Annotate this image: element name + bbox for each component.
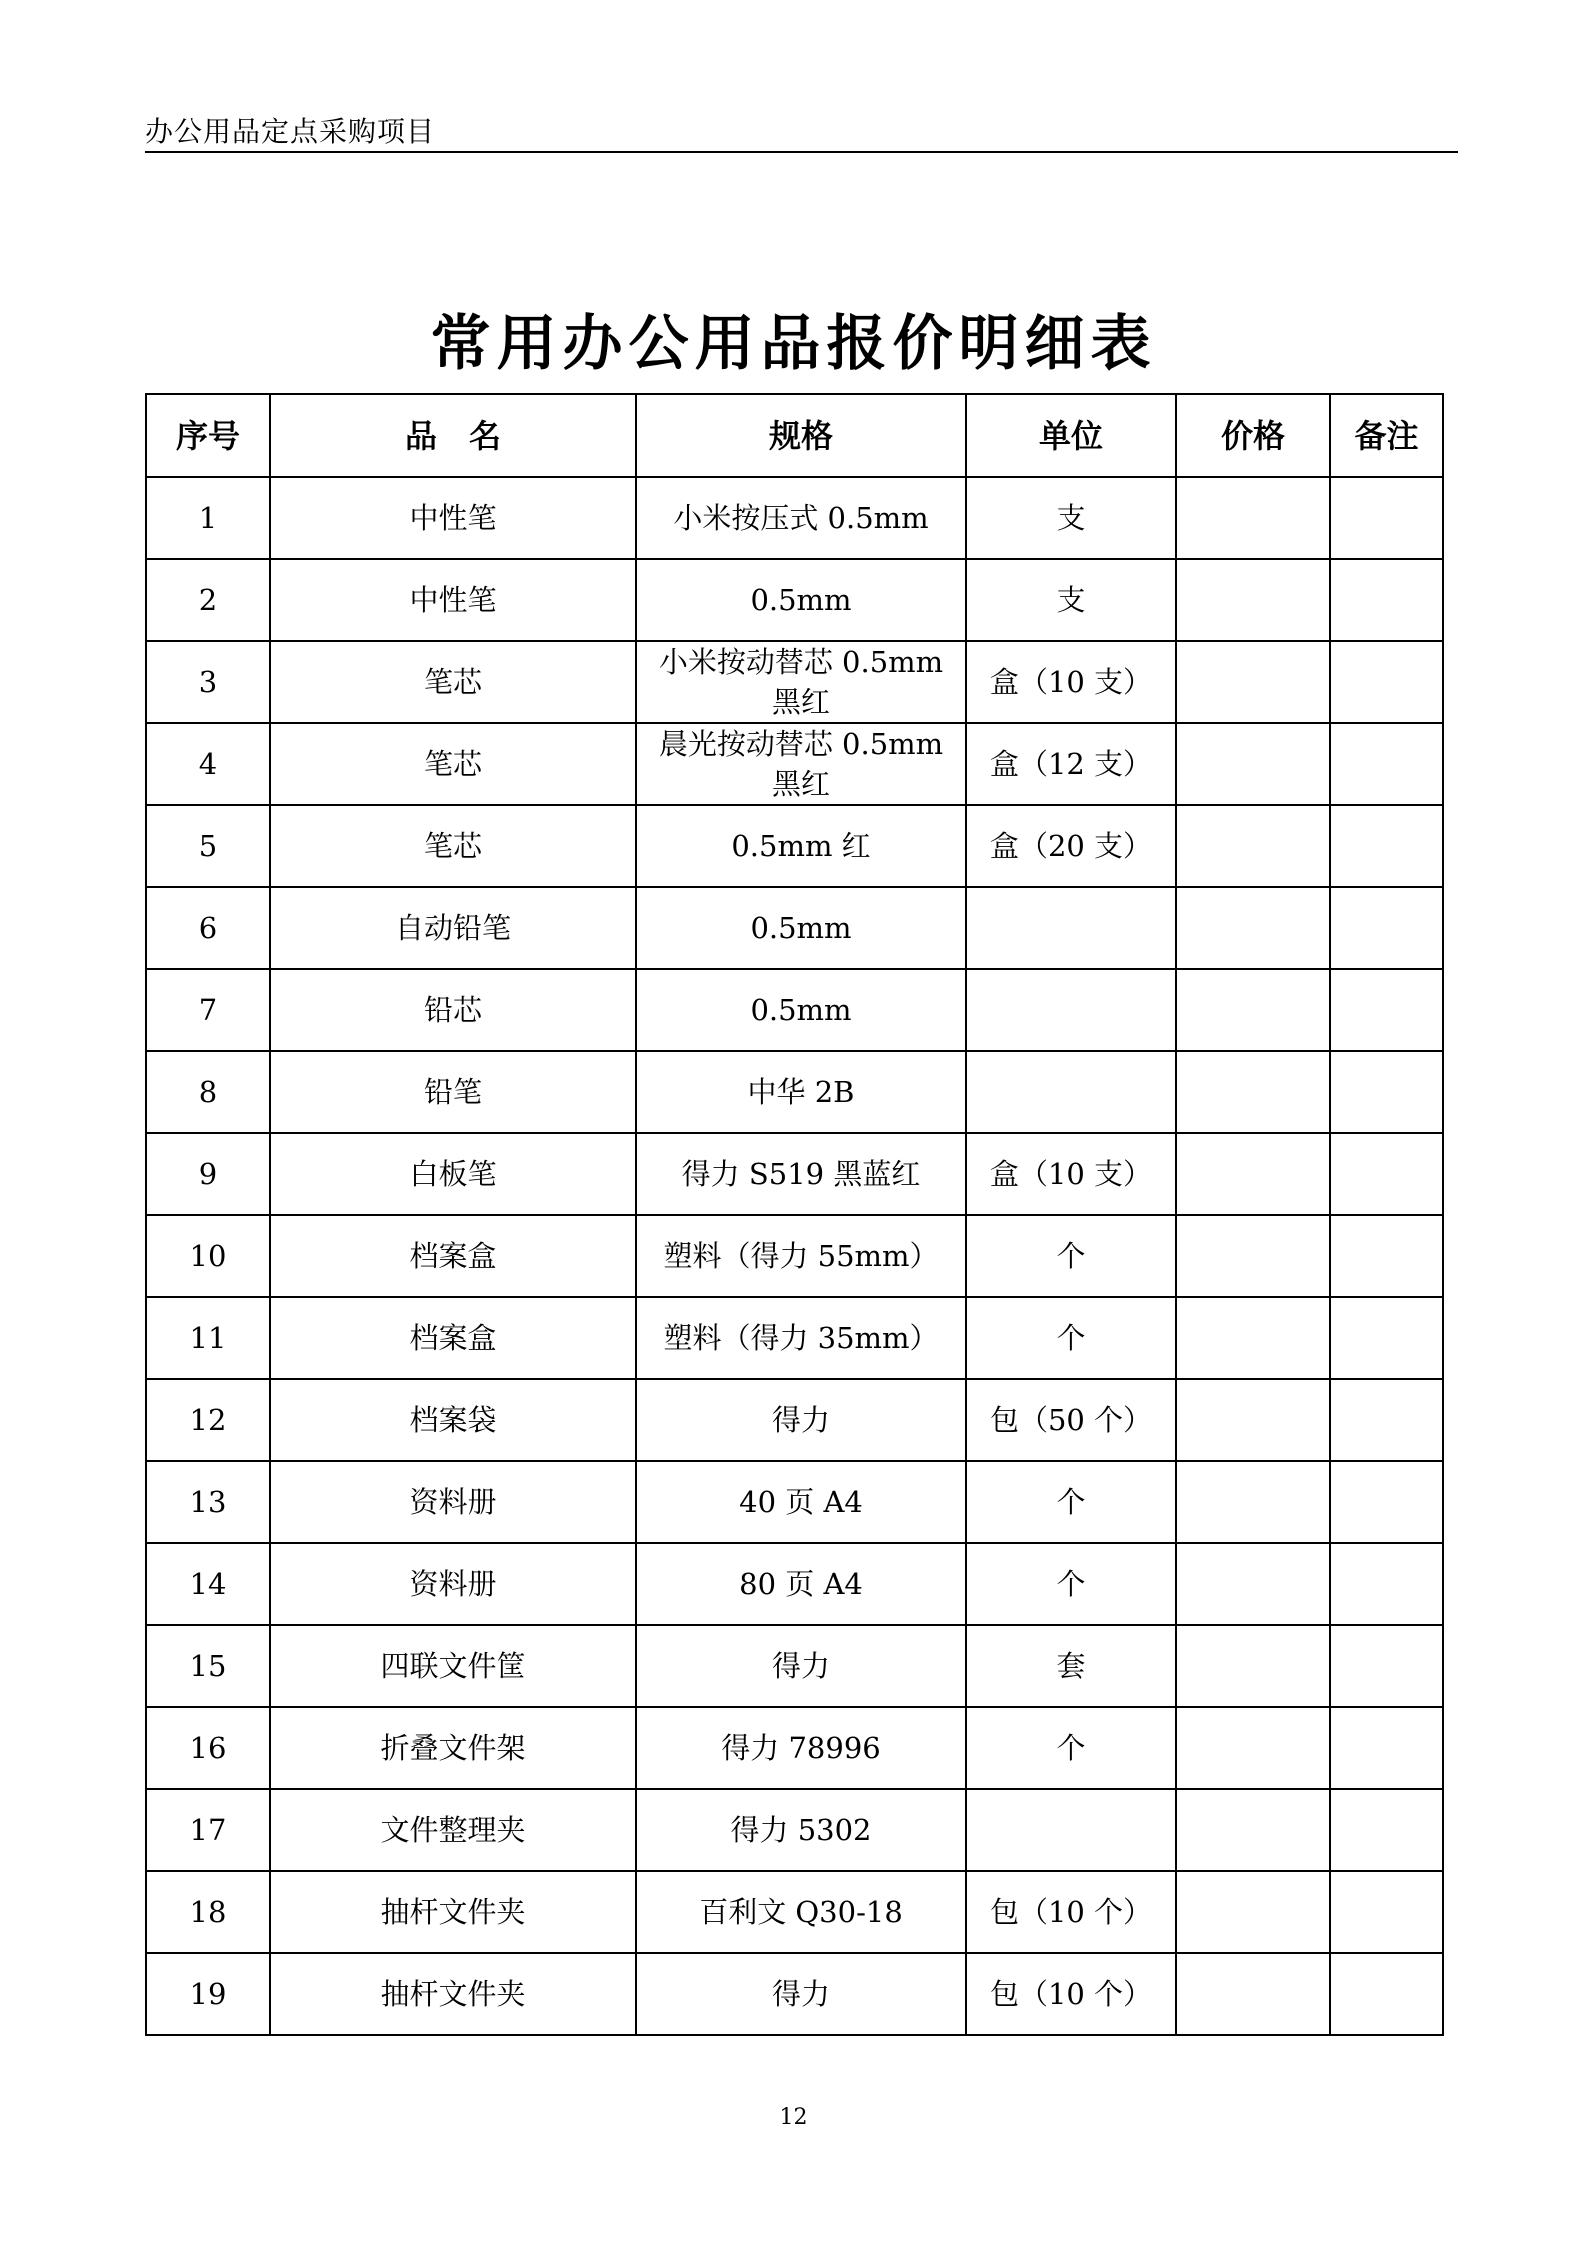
cell-name: 笔芯 [270,805,636,887]
table-row [146,1297,1443,1379]
cell-note [1330,1789,1443,1871]
cell-note [1330,1953,1443,2035]
table-row [146,1133,1443,1215]
cell-unit: 盒（20 支） [966,805,1176,887]
cell-name: 中性笔 [270,559,636,641]
cell-unit: 个 [966,1543,1176,1625]
table-row [146,1379,1443,1461]
page-number: 12 [779,2105,808,2130]
cell-spec: 塑料（得力 35mm） [636,1297,966,1379]
cell-index: 19 [146,1953,270,2035]
cell-note [1330,1871,1443,1953]
cell-unit [966,887,1176,969]
cell-unit: 个 [966,1461,1176,1543]
cell-note [1330,1133,1443,1215]
table-row [146,1215,1443,1297]
cell-spec: 百利文 Q30-18 [636,1871,966,1953]
table-row [146,887,1443,969]
cell-price [1176,1953,1330,2035]
cell-price [1176,1215,1330,1297]
cell-spec: 0.5mm 红 [636,805,966,887]
cell-unit: 盒（12 支） [966,723,1176,805]
cell-name: 铅笔 [270,1051,636,1133]
cell-note [1330,887,1443,969]
cell-price [1176,1625,1330,1707]
cell-index: 11 [146,1297,270,1379]
cell-index: 1 [146,477,270,559]
cell-spec: 得力 [636,1953,966,2035]
cell-price [1176,1297,1330,1379]
cell-index: 12 [146,1379,270,1461]
cell-spec: 塑料（得力 55mm） [636,1215,966,1297]
cell-name: 笔芯 [270,723,636,805]
cell-spec: 得力 [636,1625,966,1707]
cell-spec: 0.5mm [636,559,966,641]
table-row [146,641,1443,723]
cell-note [1330,969,1443,1051]
cell-price [1176,559,1330,641]
cell-price [1176,641,1330,723]
cell-name: 四联文件筐 [270,1625,636,1707]
cell-index: 18 [146,1871,270,1953]
cell-name: 档案盒 [270,1215,636,1297]
cell-unit: 个 [966,1215,1176,1297]
cell-index: 15 [146,1625,270,1707]
cell-unit: 支 [966,559,1176,641]
column-header-name: 品 名 [270,394,636,477]
cell-name: 自动铅笔 [270,887,636,969]
cell-spec: 小米按压式 0.5mm [636,477,966,559]
cell-index: 7 [146,969,270,1051]
cell-price [1176,1051,1330,1133]
cell-note [1330,1707,1443,1789]
table-body [146,477,1443,2035]
cell-price [1176,1871,1330,1953]
column-header-unit: 单位 [966,394,1176,477]
cell-index: 13 [146,1461,270,1543]
cell-note [1330,805,1443,887]
table-header-row [146,394,1443,477]
cell-spec: 0.5mm [636,969,966,1051]
cell-note [1330,1051,1443,1133]
table-row [146,559,1443,641]
column-header-index: 序号 [146,394,270,477]
cell-note [1330,1625,1443,1707]
column-header-note: 备注 [1330,394,1443,477]
table-row [146,1543,1443,1625]
cell-spec: 40 页 A4 [636,1461,966,1543]
column-header-spec: 规格 [636,394,966,477]
cell-unit [966,969,1176,1051]
cell-spec: 得力 [636,1379,966,1461]
cell-spec: 得力 5302 [636,1789,966,1871]
cell-index: 10 [146,1215,270,1297]
table-row [146,1625,1443,1707]
cell-price [1176,969,1330,1051]
cell-unit [966,1051,1176,1133]
page-title: 常用办公用品报价明细表 [430,309,1157,379]
table-row [146,1707,1443,1789]
table-row [146,805,1443,887]
quote-table [145,393,1444,2036]
cell-price [1176,1461,1330,1543]
cell-price [1176,1789,1330,1871]
table-row [146,969,1443,1051]
cell-index: 9 [146,1133,270,1215]
cell-note [1330,723,1443,805]
cell-name: 白板笔 [270,1133,636,1215]
cell-spec: 0.5mm [636,887,966,969]
cell-price [1176,887,1330,969]
table-row [146,1051,1443,1133]
table-row [146,1871,1443,1953]
cell-note [1330,1215,1443,1297]
cell-index: 5 [146,805,270,887]
table-row [146,1461,1443,1543]
cell-name: 档案袋 [270,1379,636,1461]
cell-unit: 盒（10 支） [966,641,1176,723]
cell-price [1176,723,1330,805]
cell-unit: 包（10 个） [966,1871,1176,1953]
cell-note [1330,1461,1443,1543]
cell-name: 笔芯 [270,641,636,723]
cell-index: 3 [146,641,270,723]
cell-index: 17 [146,1789,270,1871]
cell-spec: 中华 2B [636,1051,966,1133]
cell-spec: 晨光按动替芯 0.5mm 黑红 [636,723,966,805]
cell-name: 铅芯 [270,969,636,1051]
cell-price [1176,1707,1330,1789]
cell-price [1176,805,1330,887]
cell-unit: 包（50 个） [966,1379,1176,1461]
cell-note [1330,1297,1443,1379]
cell-unit [966,1789,1176,1871]
table-row [146,1953,1443,2035]
cell-spec: 得力 S519 黑蓝红 [636,1133,966,1215]
cell-note [1330,641,1443,723]
column-header-price: 价格 [1176,394,1330,477]
cell-name: 抽杆文件夹 [270,1871,636,1953]
header-divider [145,151,1458,153]
cell-price [1176,1133,1330,1215]
cell-name: 折叠文件架 [270,1707,636,1789]
cell-unit: 套 [966,1625,1176,1707]
running-header: 办公用品定点采购项目 [145,115,436,148]
cell-unit: 盒（10 支） [966,1133,1176,1215]
cell-name: 资料册 [270,1543,636,1625]
cell-index: 6 [146,887,270,969]
cell-price [1176,1543,1330,1625]
cell-spec: 得力 78996 [636,1707,966,1789]
cell-name: 资料册 [270,1461,636,1543]
cell-unit: 支 [966,477,1176,559]
cell-price [1176,1379,1330,1461]
cell-note [1330,1379,1443,1461]
cell-note [1330,477,1443,559]
cell-price [1176,477,1330,559]
cell-index: 4 [146,723,270,805]
cell-unit: 包（10 个） [966,1953,1176,2035]
cell-name: 中性笔 [270,477,636,559]
cell-index: 2 [146,559,270,641]
cell-unit: 个 [966,1297,1176,1379]
cell-note [1330,1543,1443,1625]
cell-index: 14 [146,1543,270,1625]
cell-name: 抽杆文件夹 [270,1953,636,2035]
cell-name: 文件整理夹 [270,1789,636,1871]
table-row [146,477,1443,559]
cell-note [1330,559,1443,641]
cell-unit: 个 [966,1707,1176,1789]
table-row [146,1789,1443,1871]
cell-index: 16 [146,1707,270,1789]
cell-spec: 小米按动替芯 0.5mm 黑红 [636,641,966,723]
table-row [146,723,1443,805]
cell-index: 8 [146,1051,270,1133]
cell-name: 档案盒 [270,1297,636,1379]
cell-spec: 80 页 A4 [636,1543,966,1625]
